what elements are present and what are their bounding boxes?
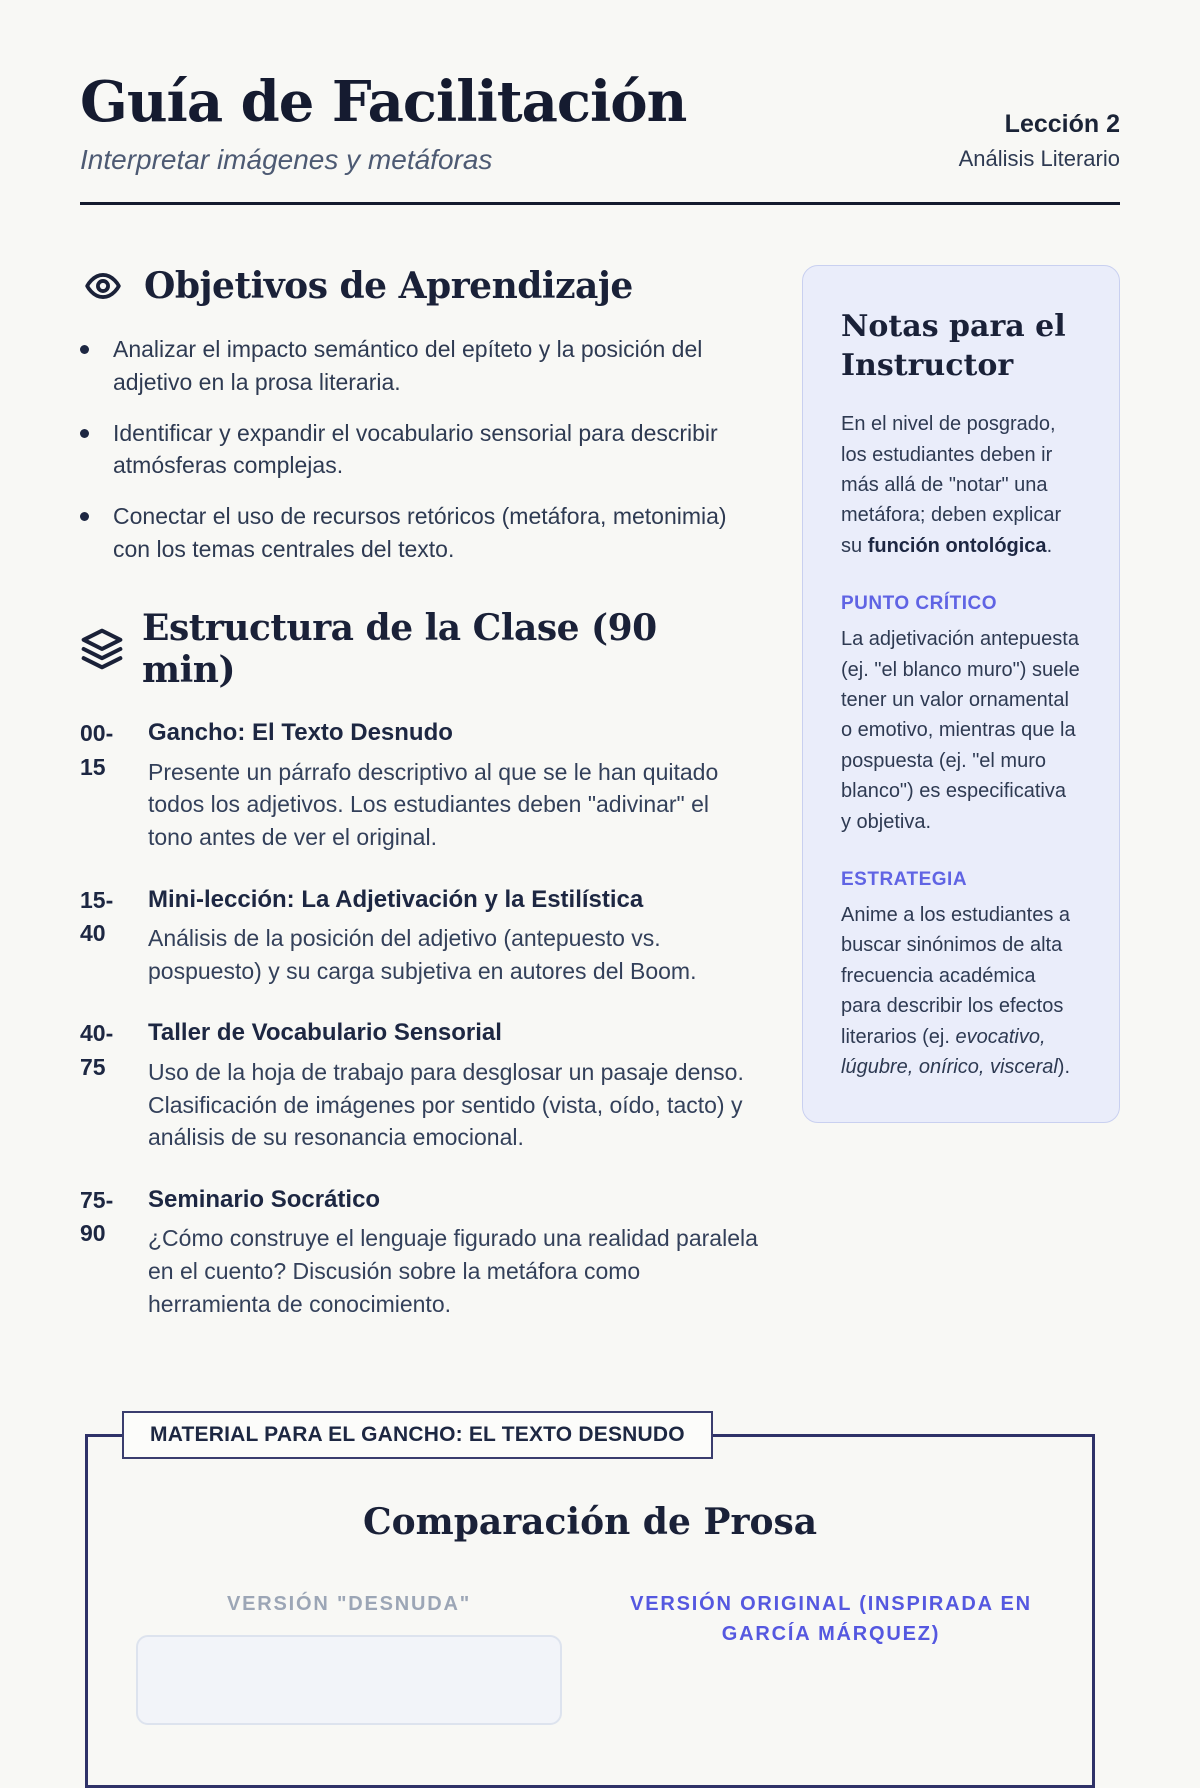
- time-end: 15: [80, 753, 106, 780]
- timeline-body: [148, 1184, 758, 1320]
- structure-heading: [80, 607, 758, 691]
- time-start: 40-: [80, 1020, 114, 1047]
- content-columns: [80, 265, 1120, 1350]
- objective-item: [80, 333, 730, 398]
- strategy-label: ESTRATEGIA: [841, 868, 968, 890]
- objectives-list: [80, 333, 758, 565]
- timeline-body: [148, 1017, 758, 1153]
- objective-item: [80, 417, 730, 482]
- timeline-description: Presente un párrafo descriptivo al que se le han quitado todos los adjetivos. Los estudiantes deben "adivinar" el tono antes de ver el original.: [148, 758, 719, 851]
- material-label: MATERIAL PARA EL GANCHO: EL TEXTO DESNUDO: [122, 1411, 713, 1459]
- class-structure-section: [80, 607, 758, 1320]
- strategy-text-italic: evocativo, lúgubre, onírico, visceral: [841, 1025, 1058, 1078]
- bare-version-column: [136, 1589, 562, 1725]
- sidebar-heading: Notas para el Instructor: [841, 309, 1066, 383]
- objectives-heading-text: Objetivos de Aprendizaje: [144, 265, 633, 308]
- eye-icon: [80, 267, 126, 305]
- timeline-item: [80, 1184, 758, 1320]
- critical-point-label: PUNTO CRÍTICO: [841, 593, 998, 615]
- timeline-title: Gancho: El Texto Desnudo: [148, 719, 453, 747]
- time-start: 00-: [80, 720, 114, 747]
- time-end: 90: [80, 1220, 106, 1247]
- sidebar-intro-text: En el nivel de posgrado, los estudiantes deben ir más allá de "notar" una metáfora; deben explicar su: [841, 413, 1062, 557]
- page-title: Guía de Facilitación: [80, 69, 687, 135]
- page-header: [80, 0, 1120, 176]
- strategy-text-end: ).: [1057, 1055, 1070, 1078]
- timeline-item: [80, 717, 758, 853]
- timeline: [80, 717, 758, 1320]
- layers-icon: [80, 627, 124, 671]
- timeline-title: Seminario Socrático: [148, 1185, 381, 1213]
- timeline-description: ¿Cómo construye el lenguaje figurado una realidad paralela en el cuento? Discusión sobre la metáfora como herramienta de conocimiento.: [148, 1225, 758, 1317]
- timeline-time: [80, 1184, 148, 1320]
- prose-comparison: [136, 1589, 1044, 1725]
- original-version-heading: VERSIÓN ORIGINAL (INSPIRADA EN GARCÍA MÁRQUEZ): [630, 1593, 1032, 1646]
- material-section: [85, 1423, 1095, 1788]
- objective-item: [80, 500, 730, 565]
- objective-text: Identificar y expandir el vocabulario sensorial para describir atmósferas complejas.: [113, 419, 718, 479]
- timeline-item: [80, 884, 758, 988]
- timeline-time: [80, 884, 148, 988]
- original-version-column: [618, 1589, 1044, 1725]
- time-start: 15-: [80, 886, 114, 913]
- timeline-time: [80, 1017, 148, 1153]
- time-end: 40: [80, 920, 106, 947]
- course-name: Análisis Literario: [958, 146, 1120, 172]
- timeline-title: Taller de Vocabulario Sensorial: [148, 1019, 502, 1047]
- bare-version-heading: VERSIÓN "DESNUDA": [226, 1593, 472, 1616]
- time-start: 75-: [80, 1186, 114, 1213]
- timeline-body: [148, 884, 758, 988]
- bullet-dot: [80, 429, 89, 438]
- objective-text: Conectar el uso de recursos retóricos (metáfora, metonimia) con los temas centrales del texto.: [113, 503, 727, 562]
- structure-heading-text: Estructura de la Clase (90 min): [142, 607, 657, 692]
- header-title-group: [80, 69, 687, 176]
- timeline-body: [148, 717, 758, 853]
- page-subtitle: Interpretar imágenes y metáforas: [80, 144, 493, 176]
- sidebar-intro-end: .: [1046, 534, 1053, 557]
- objective-text: Analizar el impacto semántico del epíteto y la posición del adjetivo en la prosa literaria.: [113, 336, 703, 396]
- instructor-notes-panel: [802, 265, 1120, 1123]
- timeline-description: Análisis de la posición del adjetivo (antepuesto vs. pospuesto) y su carga subjetiva en autores del Boom.: [148, 925, 697, 984]
- header-divider: [80, 202, 1120, 205]
- sidebar-intro-bold: función ontológica: [867, 534, 1047, 557]
- sidebar-intro: [841, 409, 1081, 561]
- timeline-description: Uso de la hoja de trabajo para desglosar un pasaje denso. Clasificación de imágenes por sentido (vista, oído, tacto) y análisis de su resonancia emocional.: [148, 1058, 744, 1151]
- bullet-dot: [80, 512, 89, 521]
- time-end: 75: [80, 1053, 106, 1080]
- critical-point-text: La adjetivación antepuesta (ej. "el blanco muro") suele tener un valor ornamental o emotivo, mientras que la pospuesta (ej. "el muro blanco") es especificativa y objetiva.: [841, 628, 1080, 833]
- strategy-text-start: Anime a los estudiantes a buscar sinónimos de alta frecuencia académica para describir los efectos literarios (ej.: [841, 903, 1071, 1048]
- main-content: [80, 265, 758, 1350]
- strategy-text: [841, 900, 1081, 1082]
- objectives-heading: [80, 265, 758, 307]
- timeline-time: [80, 717, 148, 853]
- bare-version-panel: [136, 1635, 562, 1725]
- bullet-dot: [80, 345, 89, 354]
- material-title: Comparación de Prosa: [362, 1501, 818, 1544]
- lesson-meta: [959, 110, 1120, 176]
- timeline-item: [80, 1017, 758, 1153]
- timeline-title: Mini-lección: La Adjetivación y la Estilística: [148, 885, 644, 913]
- lesson-number: Lección 2: [1004, 110, 1120, 139]
